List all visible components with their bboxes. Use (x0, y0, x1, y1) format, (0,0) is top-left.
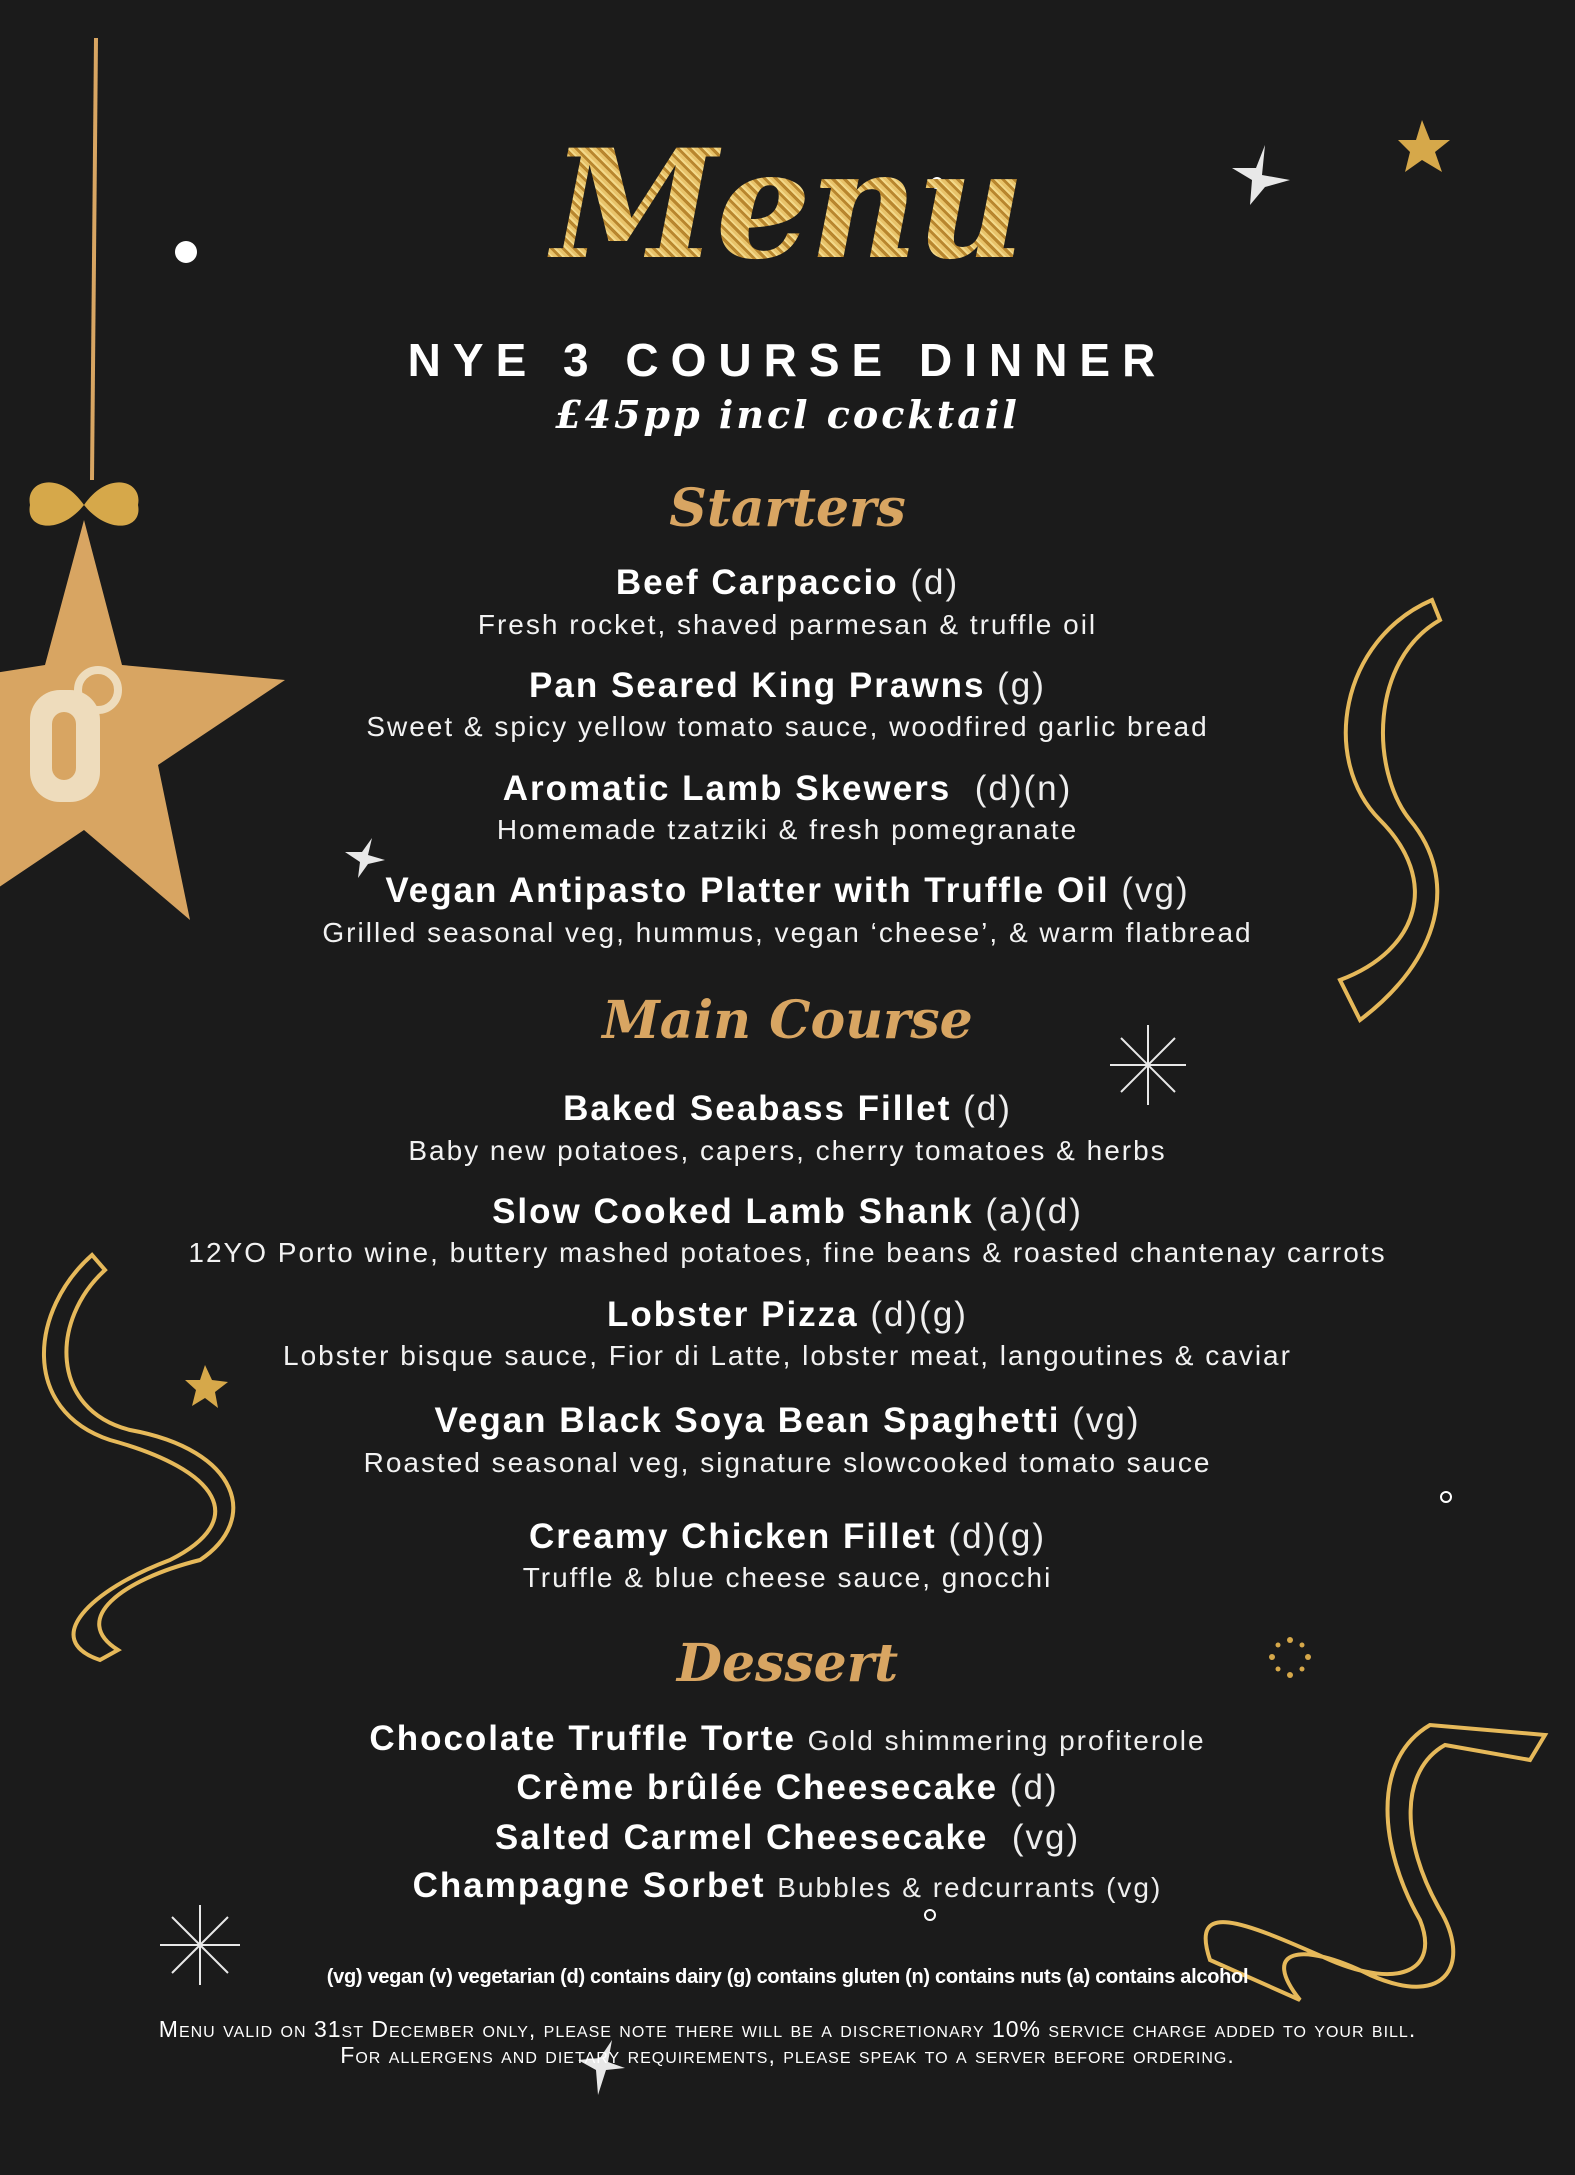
dish-description: Truffle & blue cheese sauce, gnocchi (522, 1562, 1053, 1593)
dish-description: Grilled seasonal veg, hummus, vegan ‘cheese’, & warm flatbread (322, 917, 1253, 948)
dish-description: Fresh rocket, shaved parmesan & truffle oil (477, 609, 1098, 640)
footer-note-allergens: For allergens and dietary requirements, please speak to a server before ordering. (340, 2042, 1235, 2068)
footer-note-validity: Menu valid on 31st December only, please note there will be a discretionary 10% service charge added to your bill. (158, 2016, 1417, 2042)
starters-heading: Starters (669, 478, 906, 539)
dish-title: Baked Seabass Fillet (d) (563, 1089, 1012, 1128)
mains-heading: Main Course (602, 990, 973, 1051)
dish-description: Sweet & spicy yellow tomato sauce, woodfired garlic bread (366, 711, 1209, 742)
dessert-heading: Dessert (676, 1633, 899, 1694)
dish-description: Lobster bisque sauce, Fior di Latte, lobster meat, langoutines & caviar (283, 1340, 1292, 1371)
dessert-item: Champagne Sorbet Bubbles & redcurrants (vg) (412, 1866, 1163, 1905)
dish-description: 12YO Porto wine, buttery mashed potatoes, fine beans & roasted chantenay carrots (188, 1237, 1387, 1268)
dish-description: Baby new potatoes, capers, cherry tomatoes & herbs (408, 1135, 1167, 1166)
allergen-legend: (vg) vegan (v) vegetarian (d) contains dairy (g) contains gluten (n) contains nuts (a) contains alcohol (326, 1966, 1249, 1988)
dish-title: Lobster Pizza (d)(g) (607, 1295, 968, 1334)
menu-price: £45pp incl cocktail (555, 392, 1020, 437)
dish-title: Beef Carpaccio (d) (615, 563, 960, 602)
dish-description: Homemade tzatziki & fresh pomegranate (496, 814, 1079, 845)
dish-title: Aromatic Lamb Skewers (d)(n) (502, 769, 1073, 808)
dish-title: Vegan Black Soya Bean Spaghetti (vg) (434, 1401, 1141, 1440)
dish-title: Creamy Chicken Fillet (d)(g) (529, 1517, 1046, 1556)
dessert-item: Chocolate Truffle Torte Gold shimmering profiterole (369, 1719, 1206, 1758)
dish-description: Roasted seasonal veg, signature slowcooked tomato sauce (363, 1447, 1212, 1478)
menu-title: Menu (0, 130, 1575, 280)
dessert-item: Salted Carmel Cheesecake (vg) (494, 1818, 1081, 1857)
dish-title: Slow Cooked Lamb Shank (a)(d) (492, 1192, 1083, 1231)
dessert-item: Crème brûlée Cheesecake (d) (516, 1768, 1059, 1807)
dish-title: Vegan Antipasto Platter with Truffle Oil (vg) (385, 871, 1190, 910)
menu-subtitle: NYE 3 COURSE DINNER (407, 334, 1168, 386)
dish-title: Pan Seared King Prawns (g) (529, 666, 1046, 705)
